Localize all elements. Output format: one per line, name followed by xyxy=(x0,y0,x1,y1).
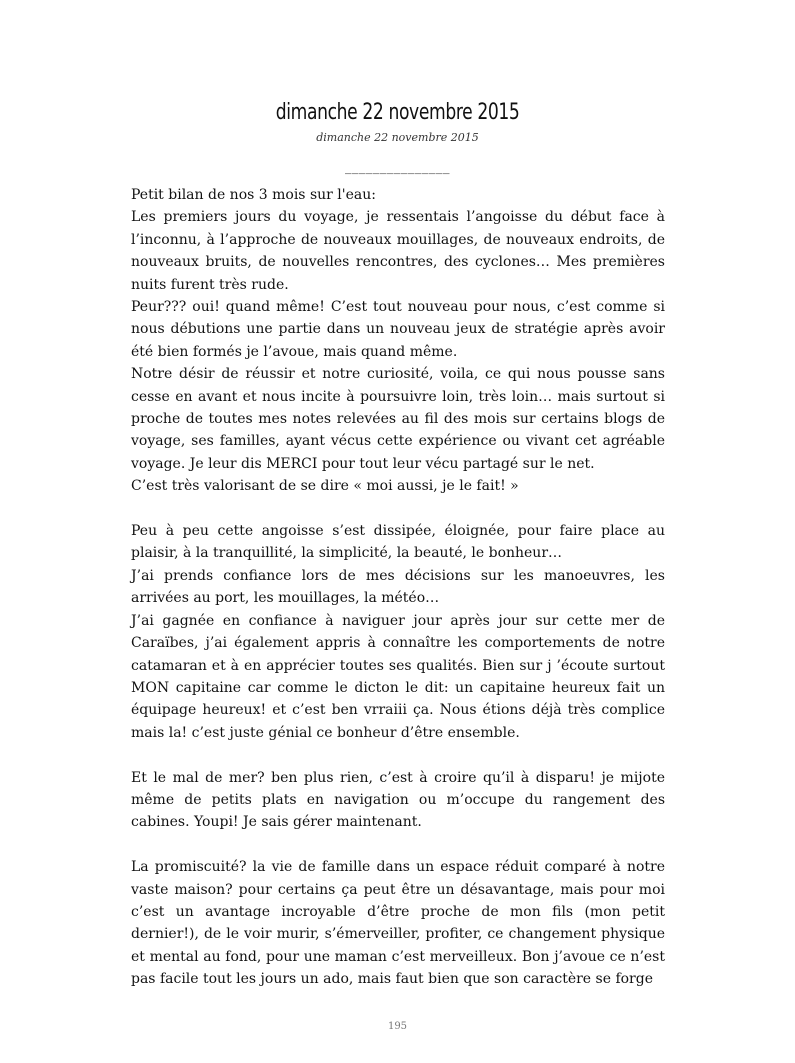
separator-line: _______________ xyxy=(345,160,450,175)
page-number: 195 xyxy=(387,1021,408,1032)
paragraph: Peu à peu cette angoisse s’est dissipée, éloignée, pour faire place au plaisir, à la tranquillité, la simplicité, la beauté, le bonheur… xyxy=(131,523,665,562)
paragraph-spacer xyxy=(131,744,665,766)
paragraph-spacer xyxy=(131,498,665,520)
paragraph: J’ai gagnée en confiance à naviguer jour après jour sur cette mer de Caraïbes, j’ai également appris à connaître les comportements de notre catamaran et à en apprécier toutes ses qualités. Bien sur j ’écoute surtout MON capitaine car comme le dicton le dit: un capitaine heureux fait un équipage heureux! et c’est ben vrraiii ça. Nous étions déjà très complice mais la! c’est juste génial ce bonheur d’être ensemble. xyxy=(131,612,665,741)
paragraph-spacer xyxy=(131,834,665,856)
paragraph: Peur??? oui! quand même! C’est tout nouveau pour nous, c’est comme si nous débutions une partie dans un nouveau jeux de stratégie après avoir été bien formés je l’avoue, mais quand même. xyxy=(131,299,665,360)
page-title: dimanche 22 novembre 2015 xyxy=(275,100,520,125)
paragraph: La promiscuité? la vie de famille dans un espace réduit comparé à notre vaste maison? pour certains ça peut être un désavantage, mais pour moi c’est un avantage incroyable d’être proche de mon fils (mon petit dernier!), de le voir murir, s’émerveiller, profiter, ce changement physique et mental au fond, pour une maman c’est merveilleux. Bon j’avoue ce n’est pas facile tout les jours un ado, mais faut bien que son caractère se forge xyxy=(131,859,665,988)
paragraph: C’est très valorisant de se dire « moi aussi, je le fait! » xyxy=(131,478,519,495)
paragraph-intro: Petit bilan de nos 3 mois sur l'eau: xyxy=(131,187,376,203)
paragraph: Notre désir de réussir et notre curiosité, voila, ce qui nous pousse sans cesse en avant et nous incite à poursuivre loin, très loin… mais surtout si proche de toutes mes notes relevées au fil des mois sur certains blogs de voyage, ses familles, ayant vécus cette expérience ou vivant cet agréable voyage. Je leur dis MERCI pour tout leur vécu partagé sur le net. xyxy=(131,366,665,472)
paragraph: Les premiers jours du voyage, je ressentais l’angoisse du début face à l’inconnu, à l’approche de nouveaux mouillages, de nouveaux endroits, de nouveaux bruits, de nouvelles rencontres, des cyclones… Mes premières nuits furent très rude. xyxy=(131,209,665,293)
paragraph: Et le mal de mer? ben plus rien, c’est à croire qu’il à disparu! je mijote même de petits plats en navigation ou m’occupe du rangement des cabines. Youpi! Je sais gérer maintenant. xyxy=(131,769,665,831)
article-body xyxy=(131,184,665,991)
page-subtitle: dimanche 22 novembre 2015 xyxy=(316,131,479,144)
paragraph: J’ai prends confiance lors de mes décisions sur les manoeuvres, les arrivées au port, les mouillages, la météo… xyxy=(131,567,665,607)
